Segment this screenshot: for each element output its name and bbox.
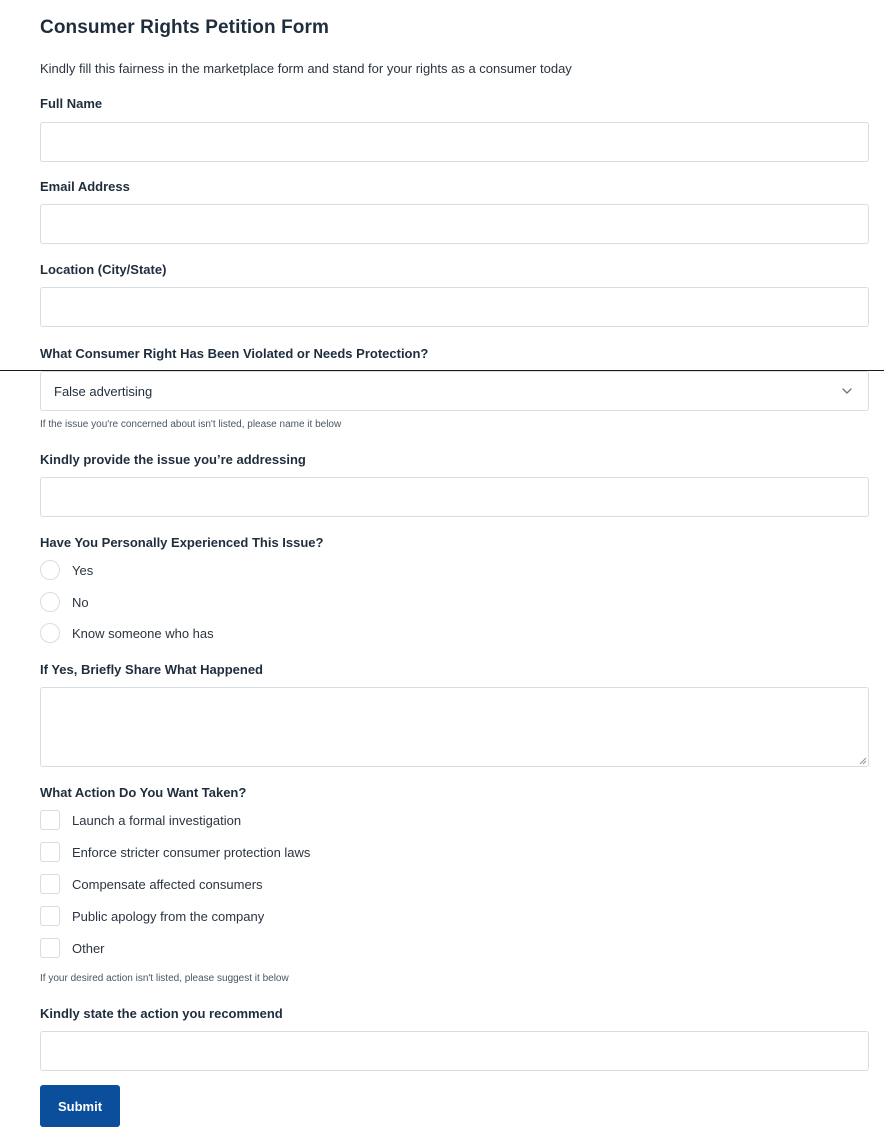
experienced-option-yes[interactable] [40, 559, 93, 581]
radio-button[interactable] [40, 592, 60, 612]
email-label: Email Address [40, 179, 130, 194]
full-name-label: Full Name [40, 96, 103, 111]
location-input[interactable] [40, 287, 869, 327]
full-name-input[interactable] [40, 122, 869, 162]
radio-button[interactable] [40, 623, 60, 643]
checkbox-label: Other [72, 940, 105, 956]
radio-button[interactable] [40, 560, 60, 580]
recommend-label: Kindly state the action you recommend [40, 1006, 283, 1021]
recommend-input[interactable] [40, 1031, 869, 1071]
form-subtitle: Kindly fill this fairness in the marketplace form and stand for your rights as a consumer today [40, 61, 572, 76]
action-hint: If your desired action isn't listed, please suggest it below [40, 973, 289, 984]
checkbox[interactable] [40, 874, 60, 894]
right-violated-select[interactable] [40, 371, 869, 411]
right-violated-hint: If the issue you're concerned about isn't listed, please name it below [40, 419, 342, 430]
experienced-option-no[interactable] [40, 591, 89, 613]
issue-label: Kindly provide the issue you’re addressing [40, 452, 306, 467]
share-label: If Yes, Briefly Share What Happened [40, 662, 263, 677]
action-label: What Action Do You Want Taken? [40, 785, 247, 800]
checkbox[interactable] [40, 938, 60, 958]
right-violated-label: What Consumer Right Has Been Violated or Needs Protection? [40, 346, 429, 361]
issue-input[interactable] [40, 477, 869, 517]
action-option-investigation[interactable] [40, 809, 241, 831]
radio-label: Yes [72, 562, 94, 578]
chevron-down-icon [840, 384, 854, 398]
action-option-stricter-laws[interactable] [40, 841, 310, 863]
checkbox[interactable] [40, 810, 60, 830]
right-violated-selected: False advertising [54, 384, 153, 399]
form-title: Consumer Rights Petition Form [40, 17, 329, 38]
checkbox-label: Enforce stricter consumer protection laws [72, 844, 311, 860]
experienced-option-know-someone[interactable] [40, 622, 214, 644]
divider-line [0, 370, 884, 371]
checkbox[interactable] [40, 906, 60, 926]
checkbox-label: Launch a formal investigation [72, 812, 242, 828]
email-input[interactable] [40, 204, 869, 244]
submit-button[interactable]: Submit [40, 1085, 120, 1127]
action-option-compensate[interactable] [40, 873, 263, 895]
radio-label: Know someone who has [72, 625, 214, 641]
checkbox[interactable] [40, 842, 60, 862]
share-textarea[interactable] [40, 687, 869, 767]
action-option-other[interactable] [40, 937, 105, 959]
checkbox-label: Compensate affected consumers [72, 876, 263, 892]
action-option-apology[interactable] [40, 905, 264, 927]
resize-grip-icon[interactable] [859, 757, 867, 765]
experienced-label: Have You Personally Experienced This Issue? [40, 535, 324, 550]
location-label: Location (City/State) [40, 262, 167, 277]
checkbox-label: Public apology from the company [72, 908, 265, 924]
radio-label: No [72, 594, 89, 610]
